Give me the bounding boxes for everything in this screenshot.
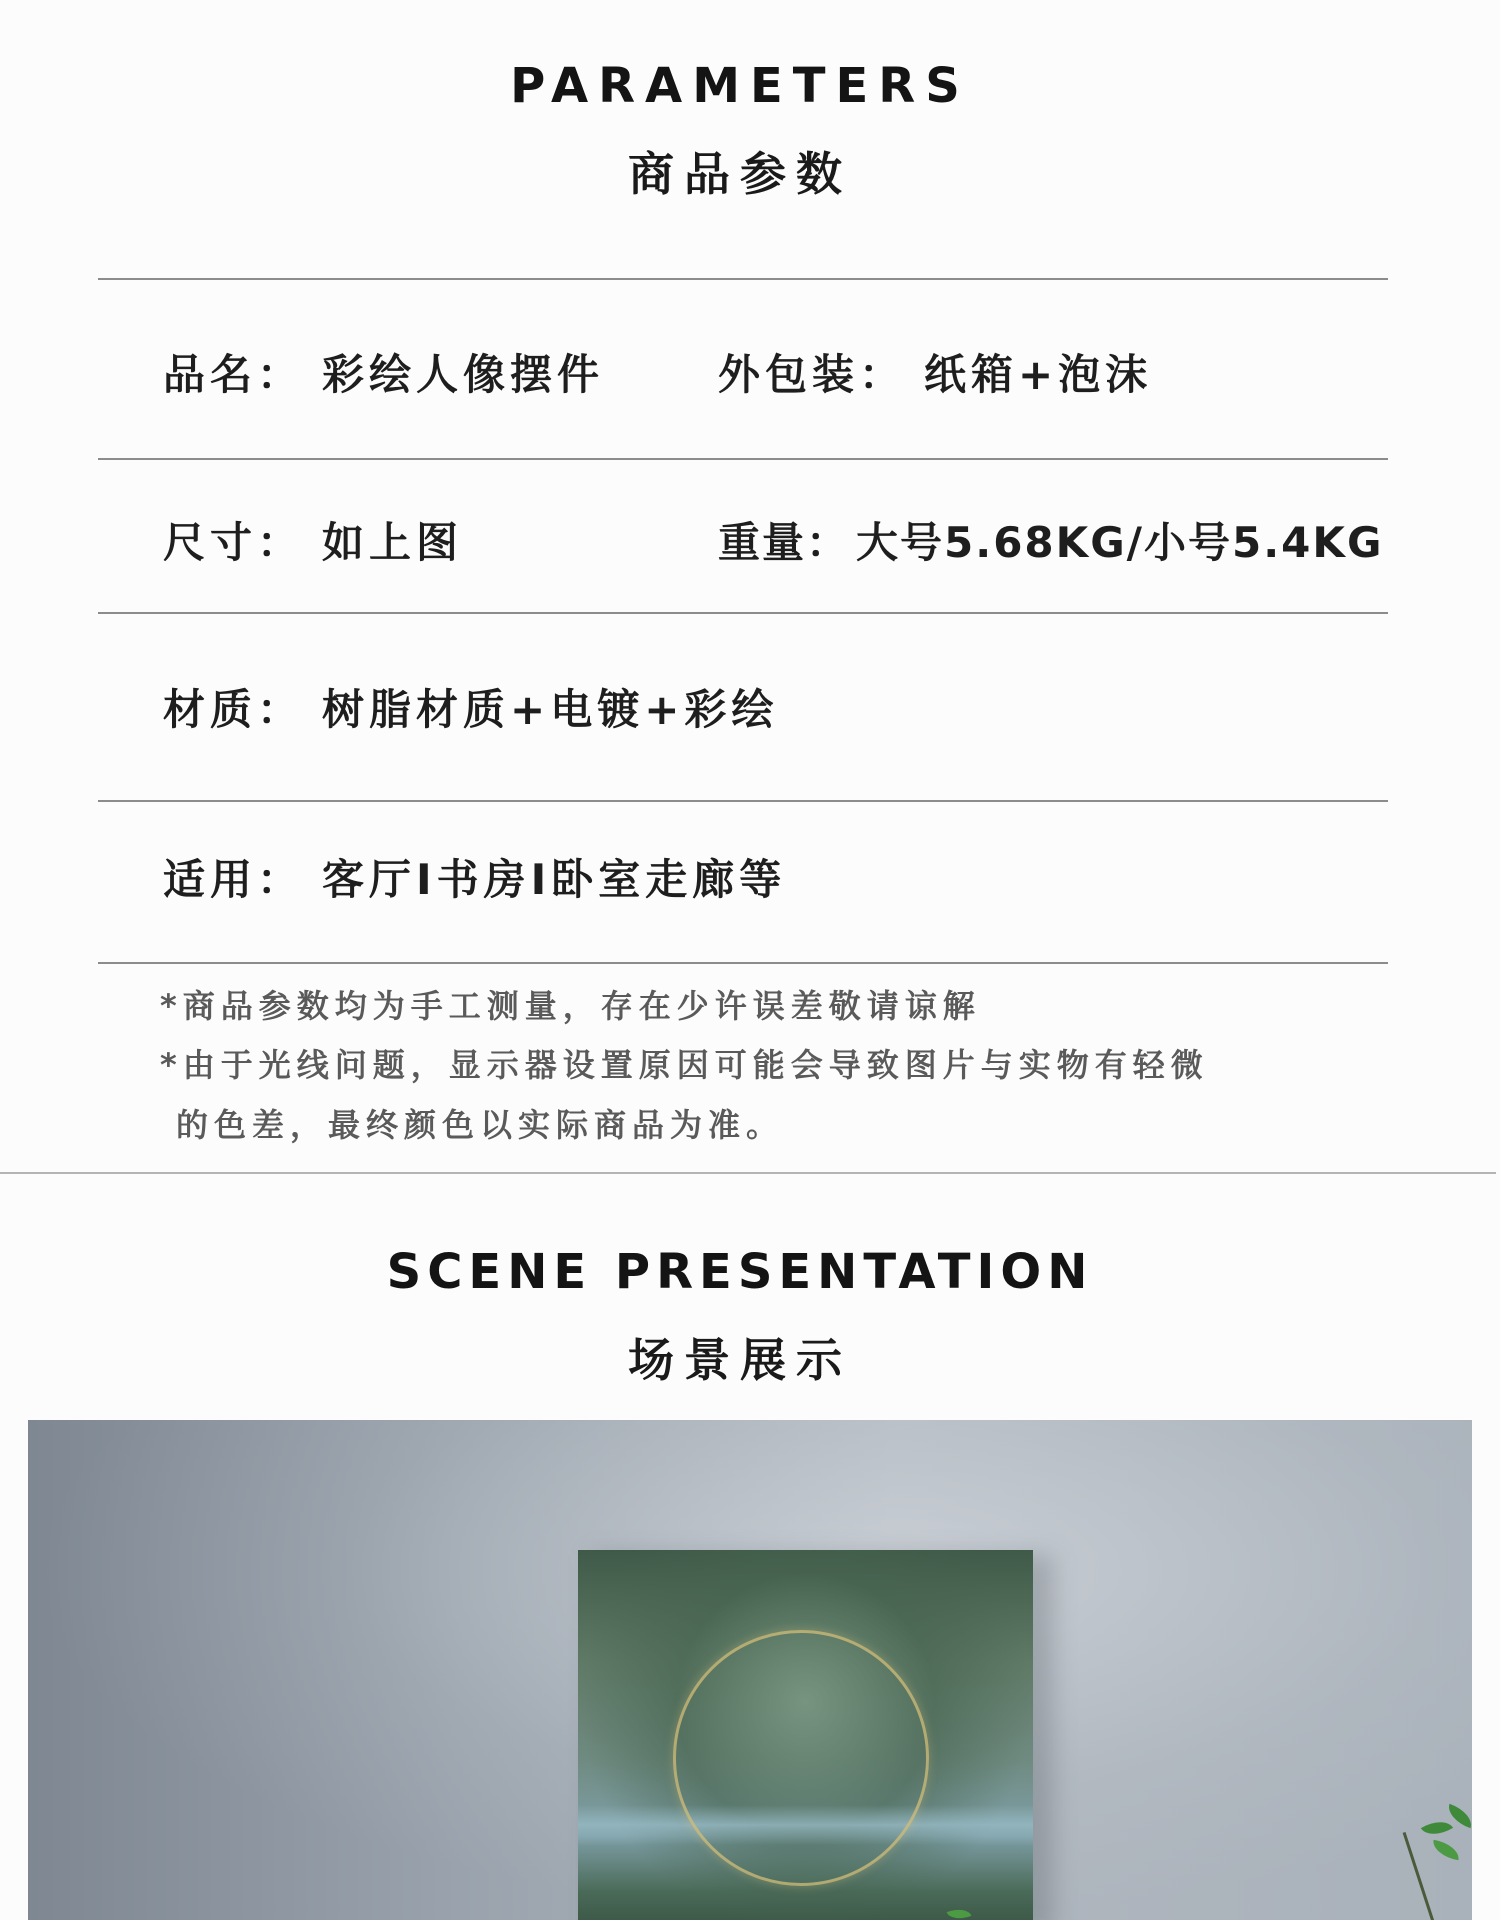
scene-title-en: SCENE PRESENTATION	[386, 1244, 1094, 1300]
param-label: 重量：	[718, 518, 851, 567]
param-value: 彩绘人像摆件	[322, 350, 605, 399]
divider	[98, 458, 1388, 460]
parameters-title-cn: 商品参数	[628, 147, 852, 201]
param-value: 客厅I书房I卧室走廊等	[322, 855, 787, 904]
param-label: 尺寸：	[163, 518, 305, 567]
param-weight	[718, 518, 1383, 568]
note-line: 的色差，最终颜色以实际商品为准。	[176, 1106, 785, 1144]
scene-photo	[28, 1420, 1472, 1920]
param-value: 树脂材质+电镀+彩绘	[322, 685, 779, 734]
param-label: 材质：	[163, 685, 305, 734]
param-size	[163, 518, 463, 568]
artwork-canvas	[578, 1550, 1033, 1920]
param-label: 外包装：	[718, 350, 907, 399]
note-line: *由于光线问题，显示器设置原因可能会导致图片与实物有轻微	[160, 1046, 1209, 1084]
parameters-title-en: PARAMETERS	[510, 58, 970, 114]
param-value: 如上图	[322, 518, 464, 567]
param-label: 适用：	[163, 855, 305, 904]
param-material	[163, 685, 778, 735]
note-line: *商品参数均为手工测量，存在少许误差敬请谅解	[160, 987, 981, 1025]
param-value: 纸箱+泡沫	[924, 350, 1153, 399]
section-divider	[0, 1172, 1496, 1174]
divider	[98, 612, 1388, 614]
divider	[98, 962, 1388, 964]
param-name	[163, 350, 604, 400]
artwork-ring	[673, 1630, 929, 1886]
param-packaging	[718, 350, 1152, 400]
divider	[98, 278, 1388, 280]
divider	[98, 800, 1388, 802]
scene-title-cn: 场景展示	[628, 1333, 852, 1387]
param-usage	[163, 855, 786, 905]
param-label: 品名：	[163, 350, 305, 399]
param-value: 大号5.68KG/小号5.4KG	[856, 518, 1384, 567]
